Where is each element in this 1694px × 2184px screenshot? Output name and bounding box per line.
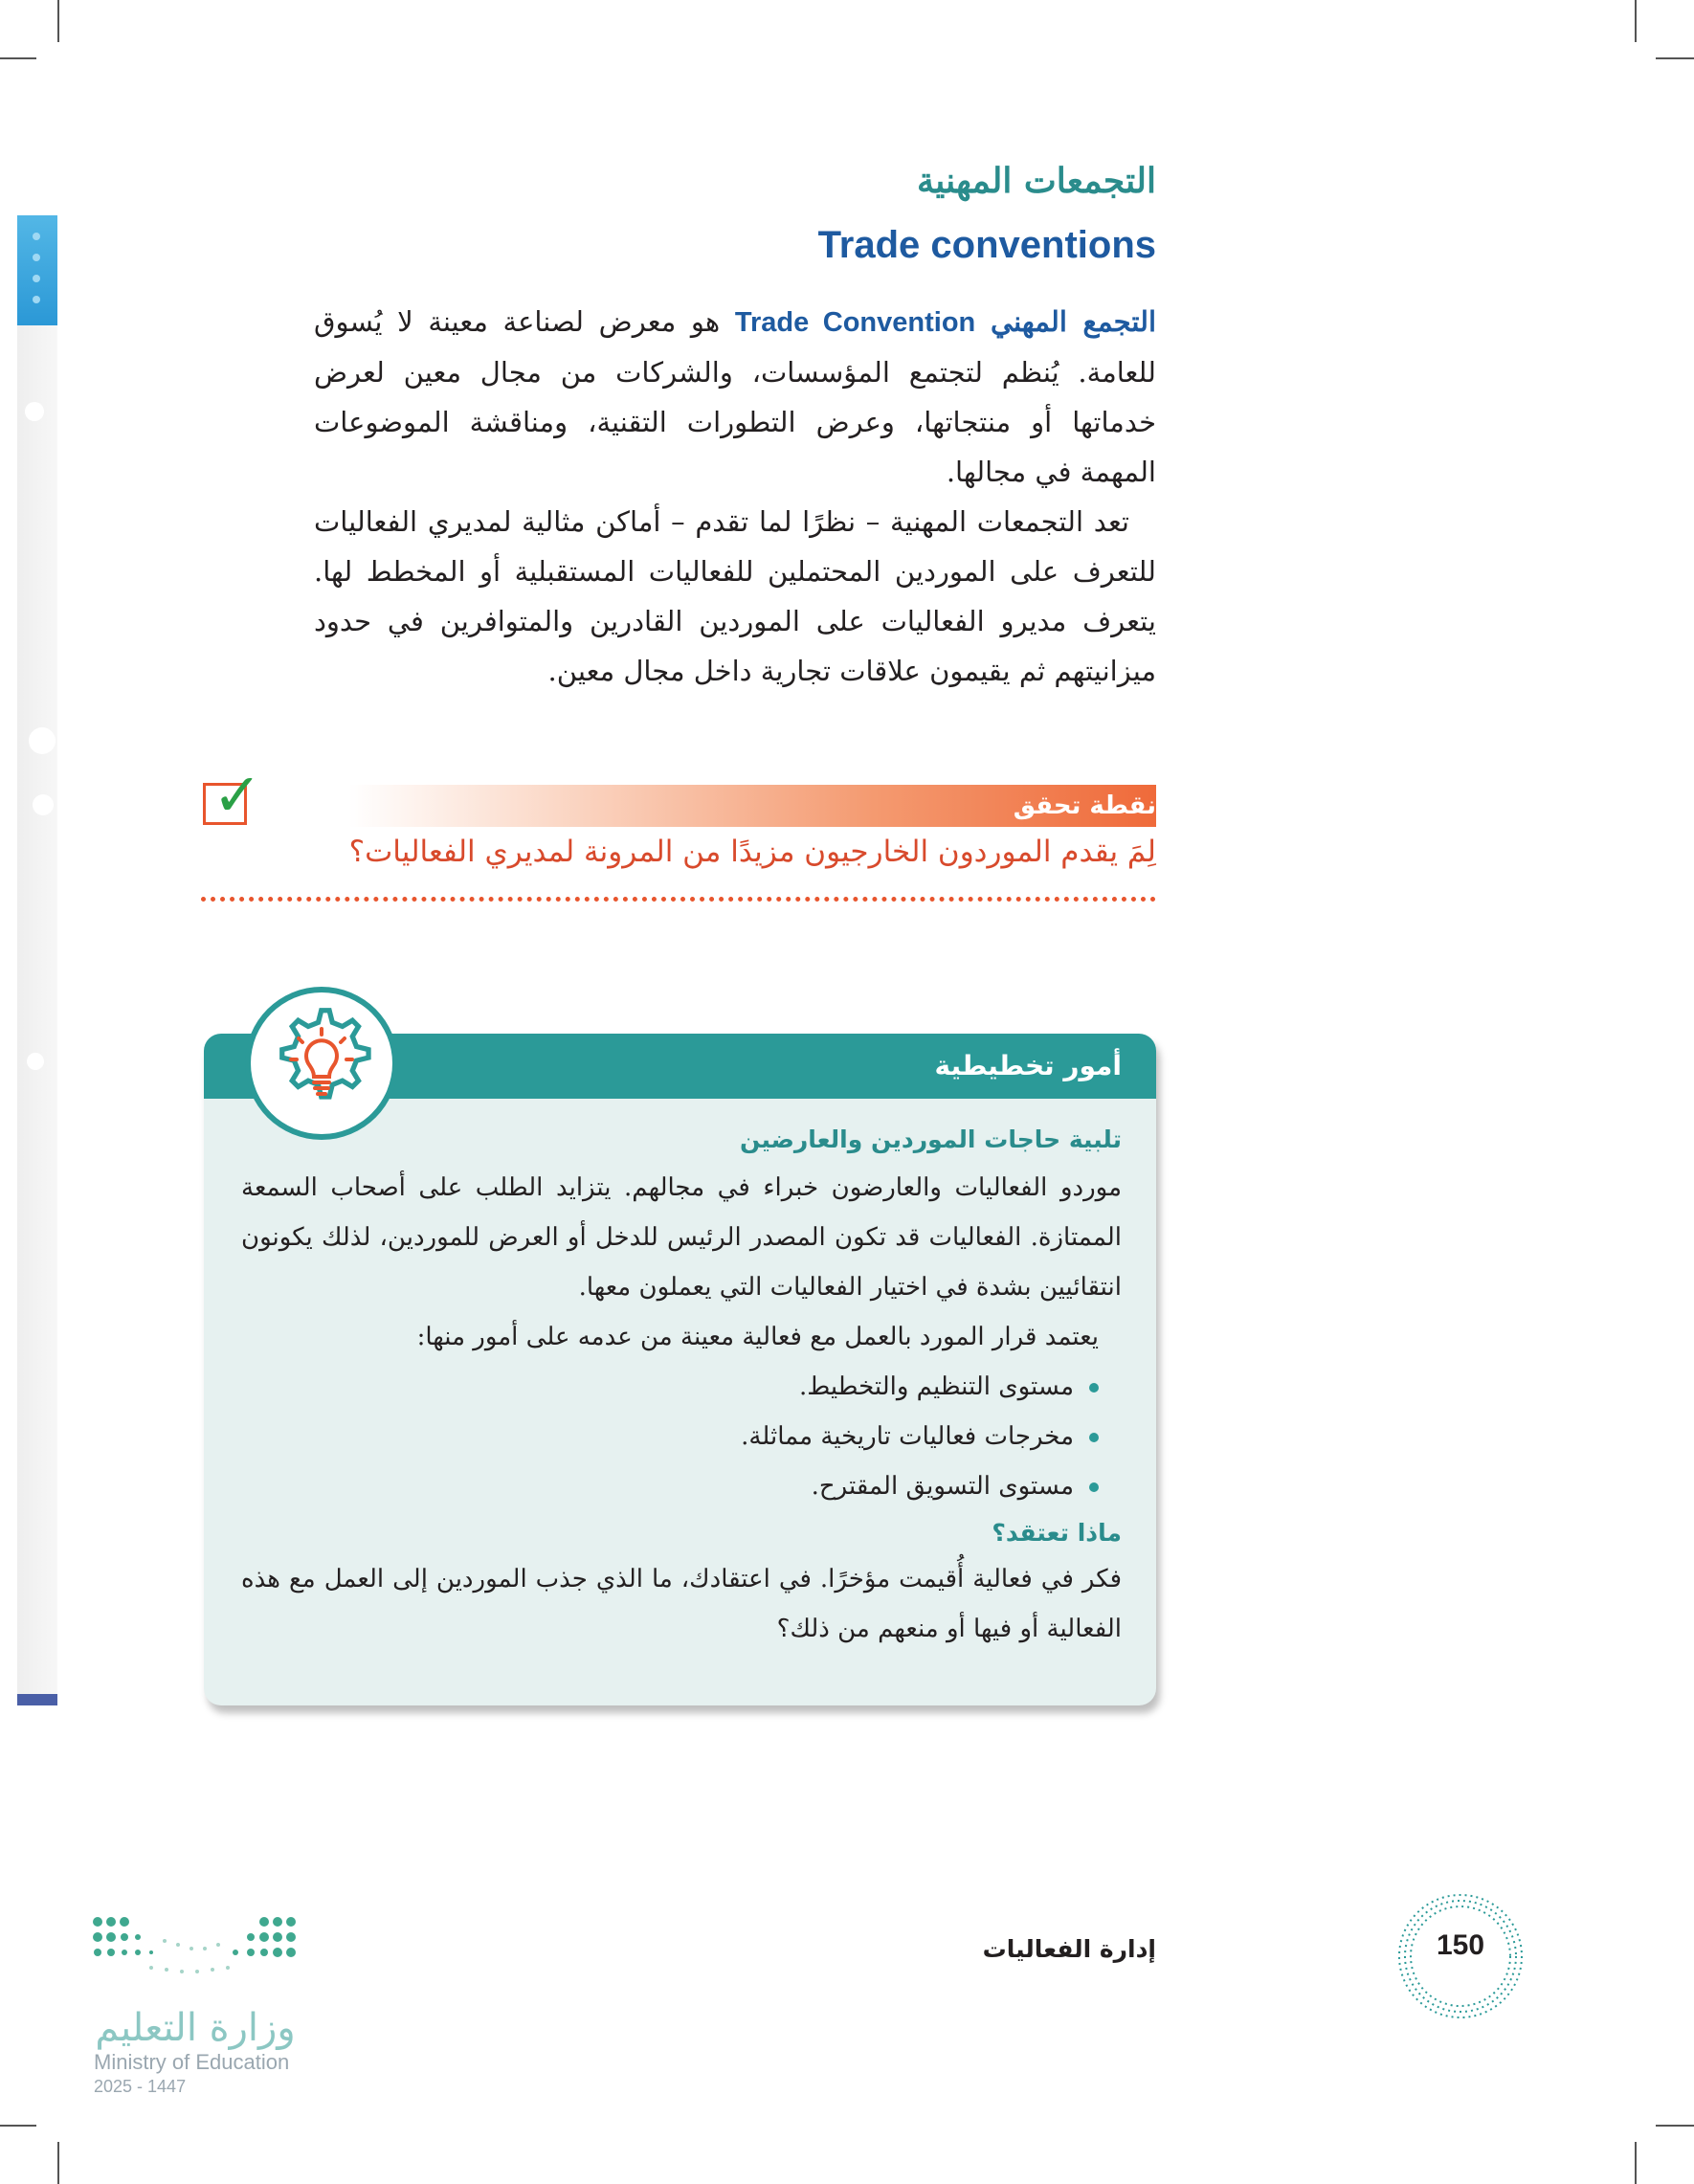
side-strip [17,215,57,1704]
gear-lightbulb-icon [251,992,392,1134]
planning-paragraph: موردو الفعاليات والعارضون خبراء في مجالهم. يتزايد الطلب على أصحاب السمعة الممتازة. الفعاليات قد تكون المصدر الرئيس للدخل أو العرض للموردين، لذلك يكونون انتقائيين بشدة في اختيار الفعاليات التي يعملون معها. [241,1173,1123,1302]
bullet-icon [1089,1433,1099,1442]
list-item: مستوى التسويق المقترح. [241,1461,1099,1511]
strip-marker [17,1694,57,1705]
crop-mark [1635,0,1637,42]
body-text [314,297,1156,696]
paragraph-venues: تعد التجمعات المهنية – نظرًا لما تقدم – أماكن مثالية لمديري الفعاليات للتعرف على الموردين المحتملين للفعاليات المستقبلية أو المخطط لها. يتعرف مديرو الفعاليات على الموردين القادرين والمتوافرين في حدود ميزانيتهم ثم يقيمون علاقات تجارية داخل مجال معين. [314,505,1156,687]
bullet-icon [1089,1383,1099,1393]
planning-box [204,1034,1156,1705]
book-title: إدارة الفعاليات [982,1935,1156,1963]
strip-dot [29,727,56,754]
planning-content [241,1125,1122,1654]
crop-mark [57,2142,59,2184]
chapter-tab [17,215,57,325]
section-title-english: Trade conventions [817,224,1156,266]
crop-mark [0,57,36,59]
strip-dot [25,402,44,421]
planning-header-label: أمور تخطيطية [934,1050,1122,1081]
paragraph-definition [314,297,1156,497]
bullet-icon [1089,1482,1099,1492]
think-heading: ماذا تعتقد؟ [992,1519,1122,1547]
crop-mark [0,2125,36,2127]
term-english: Trade Convention [734,307,976,338]
crop-mark [1656,2125,1694,2127]
crop-mark [57,0,59,42]
planning-list [241,1362,1122,1511]
crop-mark [1635,2142,1637,2184]
planning-paragraph: يعتمد قرار المورد بالعمل مع فعالية معينة من عدمه على أمور منها: [416,1323,1099,1351]
section-title-arabic: التجمعات المهنية [916,161,1156,201]
ministry-name-arabic: وزارة التعليم [95,2006,296,2050]
page-number: 150 [1436,1929,1485,1961]
checkmark-icon: ✓ [212,760,262,830]
strip-dot [33,794,54,815]
planning-subheading: تلبية حاجات الموردين والعارضين [740,1125,1122,1153]
crop-mark [1656,57,1694,59]
term-arabic: التجمع المهني [990,305,1157,338]
ministry-name-english: Ministry of Education [94,2050,290,2074]
strip-dot [27,1053,44,1070]
checkpoint-question: لِمَ يقدم الموردون الخارجيون مزيدًا من المرونة لمديري الفعاليات؟ [348,835,1156,869]
checkpoint-label: نقطة تحقق [1013,791,1156,820]
paragraph-definition-text: هو معرض لصناعة معينة لا يُسوق للعامة. يُنظم لتجتمع المؤسسات، والشركات من مجال معين لعرض خدماتها أو منتجاتها، وعرض التطورات التقنية، ومناقشة الموضوعات المهمة في مجالها. [314,305,1156,488]
think-text: فكر في فعالية أُقيمت مؤخرًا. في اعتقادك، ما الذي جذب الموردين إلى العمل مع هذه الفعالية أو فيها أو منعهم من ذلك؟ [241,1565,1122,1643]
ministry-year: 2025 - 1447 [94,2077,187,2096]
ministry-logo-icon [92,1912,299,1989]
list-item: مخرجات فعاليات تاريخية مماثلة. [241,1412,1099,1461]
dotted-divider [201,897,1156,902]
list-item: مستوى التنظيم والتخطيط. [241,1362,1099,1412]
